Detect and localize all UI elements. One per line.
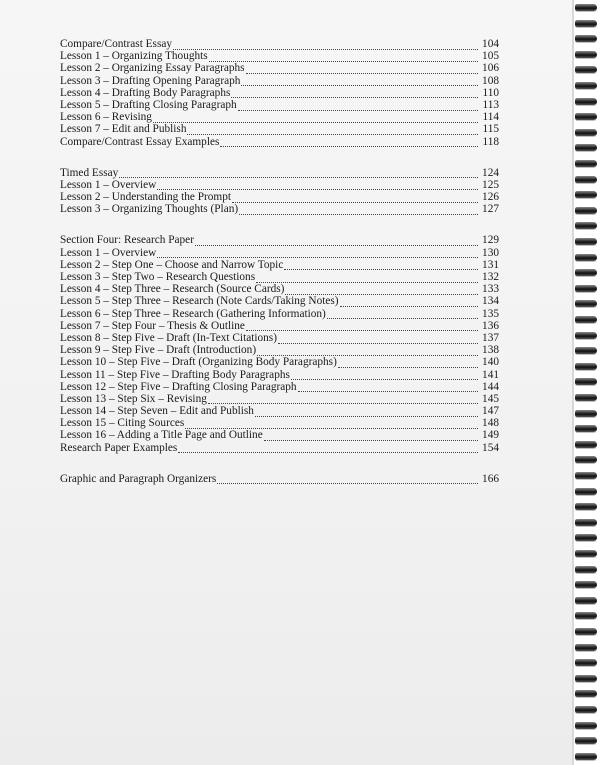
- toc-entry: [60, 429, 499, 441]
- spiral-coil: [575, 550, 597, 557]
- toc-entry: [60, 405, 499, 417]
- toc-entry: [60, 283, 499, 295]
- dot-leader: [209, 53, 478, 62]
- dot-leader: [178, 444, 478, 453]
- spiral-coil: [575, 644, 597, 651]
- toc-entry: [60, 356, 499, 368]
- spiral-coil: [575, 222, 597, 229]
- toc-entry-page: 124: [482, 166, 499, 179]
- section-gap: [60, 215, 499, 234]
- spiral-coil: [575, 191, 597, 198]
- toc-entry-title: Lesson 12 – Step Five – Drafting Closing Paragraph: [60, 380, 297, 393]
- toc-entry-title: Section Four: Research Paper: [60, 234, 194, 247]
- toc-entry-title: Lesson 10 – Step Five – Draft (Organizing Body Paragraphs): [60, 356, 337, 369]
- toc-entry: [60, 99, 499, 111]
- toc-entry: [60, 123, 499, 135]
- dot-leader: [327, 310, 478, 319]
- spiral-coil: [575, 254, 597, 261]
- spiral-coil: [575, 519, 597, 526]
- toc-entry-title: Lesson 15 – Citing Sources: [60, 417, 185, 430]
- spiral-coil: [575, 285, 597, 292]
- spiral-coil: [575, 316, 597, 323]
- toc-entry-title: Timed Essay: [60, 166, 119, 179]
- spiral-coil: [575, 176, 597, 183]
- dot-leader: [338, 359, 478, 368]
- spiral-coil: [575, 98, 597, 105]
- toc-entry-title: Lesson 5 – Step Three – Research (Note Cards/Taking Notes): [60, 295, 339, 308]
- toc-entry: [60, 417, 499, 429]
- spiral-coil: [575, 675, 597, 682]
- dot-leader: [119, 169, 478, 178]
- spiral-coil: [575, 82, 597, 89]
- dot-leader: [208, 395, 478, 404]
- spiral-coil: [575, 472, 597, 479]
- toc-section: [60, 38, 499, 148]
- spiral-coil: [575, 706, 597, 713]
- toc-entry-title: Lesson 2 – Understanding the Prompt: [60, 191, 232, 204]
- spiral-coil: [575, 753, 597, 760]
- toc-entry: [60, 344, 499, 356]
- toc-entry-title: Lesson 1 – Overview: [60, 178, 157, 191]
- toc-entry-title: Lesson 1 – Overview: [60, 246, 157, 259]
- toc-entry-title: Lesson 8 – Step Five – Draft (In-Text Citations): [60, 331, 277, 344]
- spiral-coil: [575, 378, 597, 385]
- toc-entry-title: Lesson 2 – Step One – Choose and Narrow Topic: [60, 258, 284, 271]
- toc-entry-title: Lesson 11 – Step Five – Drafting Body Paragraphs: [60, 368, 290, 381]
- spiral-coil: [575, 160, 597, 167]
- dot-leader: [285, 286, 478, 295]
- dot-leader: [255, 408, 478, 417]
- toc-section: [60, 473, 499, 485]
- toc-entry: [60, 247, 499, 259]
- spiral-coil: [575, 628, 597, 635]
- toc-entry-page: 105: [482, 50, 499, 63]
- toc-entry-title: Lesson 4 – Step Three – Research (Source Cards): [60, 283, 285, 296]
- toc-entry-page: 110: [482, 86, 499, 99]
- toc-entry-page: 138: [482, 344, 499, 357]
- toc-entry: [60, 75, 499, 87]
- toc-entry-page: 125: [482, 178, 499, 191]
- spiral-coil: [575, 238, 597, 245]
- toc-section: [60, 234, 499, 453]
- toc-entry-page: 132: [482, 271, 499, 283]
- toc-entry: [60, 308, 499, 320]
- toc-entry-page: 118: [482, 135, 499, 148]
- toc-entry: [60, 136, 499, 148]
- spiral-coil: [575, 612, 597, 619]
- dot-leader: [157, 181, 478, 190]
- spiral-coil: [575, 581, 597, 588]
- section-gap: [60, 148, 499, 167]
- toc-entry-title: Lesson 4 – Drafting Body Paragraphs: [60, 86, 231, 99]
- spiral-coil: [575, 347, 597, 354]
- toc-entry-page: 130: [482, 246, 499, 259]
- toc-entry-page: 145: [482, 392, 499, 405]
- toc-entry-title: Lesson 3 – Drafting Opening Paragraph: [60, 74, 241, 87]
- toc-entry-title: Lesson 9 – Step Five – Draft (Introduction): [60, 344, 257, 357]
- toc-entry-page: 136: [482, 319, 499, 332]
- toc-entry-page: 140: [482, 356, 499, 369]
- spiral-coil: [575, 20, 597, 27]
- spiral-coil: [575, 332, 597, 339]
- toc-entry-title: Lesson 5 – Drafting Closing Paragraph: [60, 98, 237, 111]
- dot-leader: [340, 298, 478, 307]
- dot-leader: [298, 383, 478, 392]
- spiral-coil: [575, 566, 597, 573]
- toc-entry-title: Research Paper Examples: [60, 441, 178, 454]
- toc-entry-title: Lesson 16 – Adding a Title Page and Outline: [60, 429, 263, 442]
- toc-entry-title: Lesson 7 – Step Four – Thesis & Outline: [60, 319, 245, 332]
- spiral-coil: [575, 394, 597, 401]
- dot-leader: [195, 237, 478, 246]
- spiral-coil: [575, 207, 597, 214]
- toc-entry: [60, 295, 499, 307]
- dot-leader: [264, 432, 478, 441]
- toc-entry: [60, 38, 499, 50]
- spiral-coil: [575, 659, 597, 666]
- toc-entry: [60, 473, 499, 485]
- toc-entry-page: 135: [482, 307, 499, 320]
- dot-leader: [187, 126, 478, 135]
- spiral-coil: [575, 690, 597, 697]
- dot-leader: [241, 77, 478, 86]
- toc-entry-title: Lesson 7 – Edit and Publish: [60, 123, 187, 136]
- spiral-coil: [575, 363, 597, 370]
- toc-entry-page: 131: [482, 258, 499, 271]
- spiral-coil: [575, 129, 597, 136]
- toc-entry: [60, 179, 499, 191]
- dot-leader: [246, 65, 478, 74]
- toc-entry-page: 154: [482, 441, 499, 454]
- dot-leader: [239, 206, 478, 215]
- spiral-coil: [575, 597, 597, 604]
- toc-entry-page: 126: [482, 191, 499, 204]
- spiral-coil: [575, 300, 597, 307]
- toc-section: [60, 167, 499, 216]
- toc-entry-page: 148: [482, 417, 499, 430]
- toc-entry-title: Lesson 6 – Step Three – Research (Gathering Information): [60, 307, 326, 320]
- dot-leader: [217, 475, 478, 484]
- toc-entry-page: 104: [482, 38, 499, 50]
- toc-entry-title: Lesson 1 – Organizing Thoughts: [60, 50, 208, 63]
- toc-entry-page: 134: [482, 295, 499, 308]
- spiral-coil: [575, 269, 597, 276]
- toc-entry: [60, 332, 499, 344]
- toc-entry: [60, 259, 499, 271]
- spiral-coil: [575, 441, 597, 448]
- toc-entry-title: Graphic and Paragraph Organizers: [60, 472, 217, 485]
- toc-entry-page: 129: [482, 234, 499, 247]
- dot-leader: [220, 138, 478, 147]
- toc-entry: [60, 62, 499, 74]
- toc-entry: [60, 320, 499, 332]
- toc-entry: [60, 234, 499, 246]
- table-of-contents: [60, 38, 499, 485]
- dot-leader: [256, 274, 478, 283]
- toc-entry-title: Lesson 13 – Step Six – Revising: [60, 392, 207, 405]
- toc-entry-page: 113: [482, 98, 499, 111]
- dot-leader: [284, 261, 478, 270]
- toc-entry: [60, 442, 499, 454]
- dot-leader: [278, 335, 478, 344]
- spiral-coil: [575, 425, 597, 432]
- toc-entry-page: 137: [482, 331, 499, 344]
- toc-entry-page: 166: [482, 472, 499, 485]
- toc-entry: [60, 111, 499, 123]
- toc-entry-page: 114: [482, 111, 499, 124]
- toc-entry: [60, 167, 499, 179]
- spiral-coil: [575, 456, 597, 463]
- spiral-coil: [575, 113, 597, 120]
- spiral-coil: [575, 35, 597, 42]
- toc-entry-page: 127: [482, 203, 499, 216]
- section-gap: [60, 454, 499, 473]
- toc-entry-page: 133: [482, 283, 499, 296]
- spiral-coil: [575, 144, 597, 151]
- toc-entry-title: Lesson 14 – Step Seven – Edit and Publish: [60, 405, 254, 418]
- dot-leader: [291, 371, 478, 380]
- spiral-coil: [575, 722, 597, 729]
- dot-leader: [231, 89, 478, 98]
- toc-entry: [60, 271, 499, 283]
- toc-entry: [60, 381, 499, 393]
- spiral-coil: [575, 488, 597, 495]
- toc-entry-title: Lesson 3 – Organizing Thoughts (Plan): [60, 203, 239, 216]
- toc-entry-page: 115: [482, 123, 499, 136]
- toc-entry-page: 144: [482, 380, 499, 393]
- toc-entry: [60, 50, 499, 62]
- toc-entry-page: 106: [482, 62, 499, 75]
- toc-entry-page: 141: [482, 368, 499, 381]
- dot-leader: [153, 114, 478, 123]
- toc-entry-title: Lesson 2 – Organizing Essay Paragraphs: [60, 62, 245, 75]
- toc-entry-page: 108: [482, 74, 499, 87]
- spiral-binding: [574, 0, 600, 765]
- toc-entry-title: Lesson 6 – Revising: [60, 111, 152, 124]
- toc-entry: [60, 203, 499, 215]
- toc-entry-page: 149: [482, 429, 499, 442]
- toc-entry: [60, 369, 499, 381]
- toc-entry: [60, 87, 499, 99]
- dot-leader: [185, 420, 478, 429]
- dot-leader: [257, 347, 478, 356]
- spiral-coil: [575, 410, 597, 417]
- dot-leader: [157, 249, 478, 258]
- spiral-coil: [575, 51, 597, 58]
- dot-leader: [246, 322, 478, 331]
- toc-entry: [60, 393, 499, 405]
- toc-entry-title: Lesson 3 – Step Two – Research Questions: [60, 271, 256, 283]
- toc-entry-title: Compare/Contrast Essay Examples: [60, 135, 220, 148]
- spiral-coil: [575, 4, 597, 11]
- toc-entry-page: 147: [482, 405, 499, 418]
- spiral-coil: [575, 534, 597, 541]
- dot-leader: [173, 41, 478, 50]
- toc-entry: [60, 191, 499, 203]
- dot-leader: [238, 102, 478, 111]
- dot-leader: [232, 194, 478, 203]
- spiral-coil: [575, 503, 597, 510]
- spiral-coil: [575, 737, 597, 744]
- toc-entry-title: Compare/Contrast Essay: [60, 38, 173, 50]
- spiral-coil: [575, 66, 597, 73]
